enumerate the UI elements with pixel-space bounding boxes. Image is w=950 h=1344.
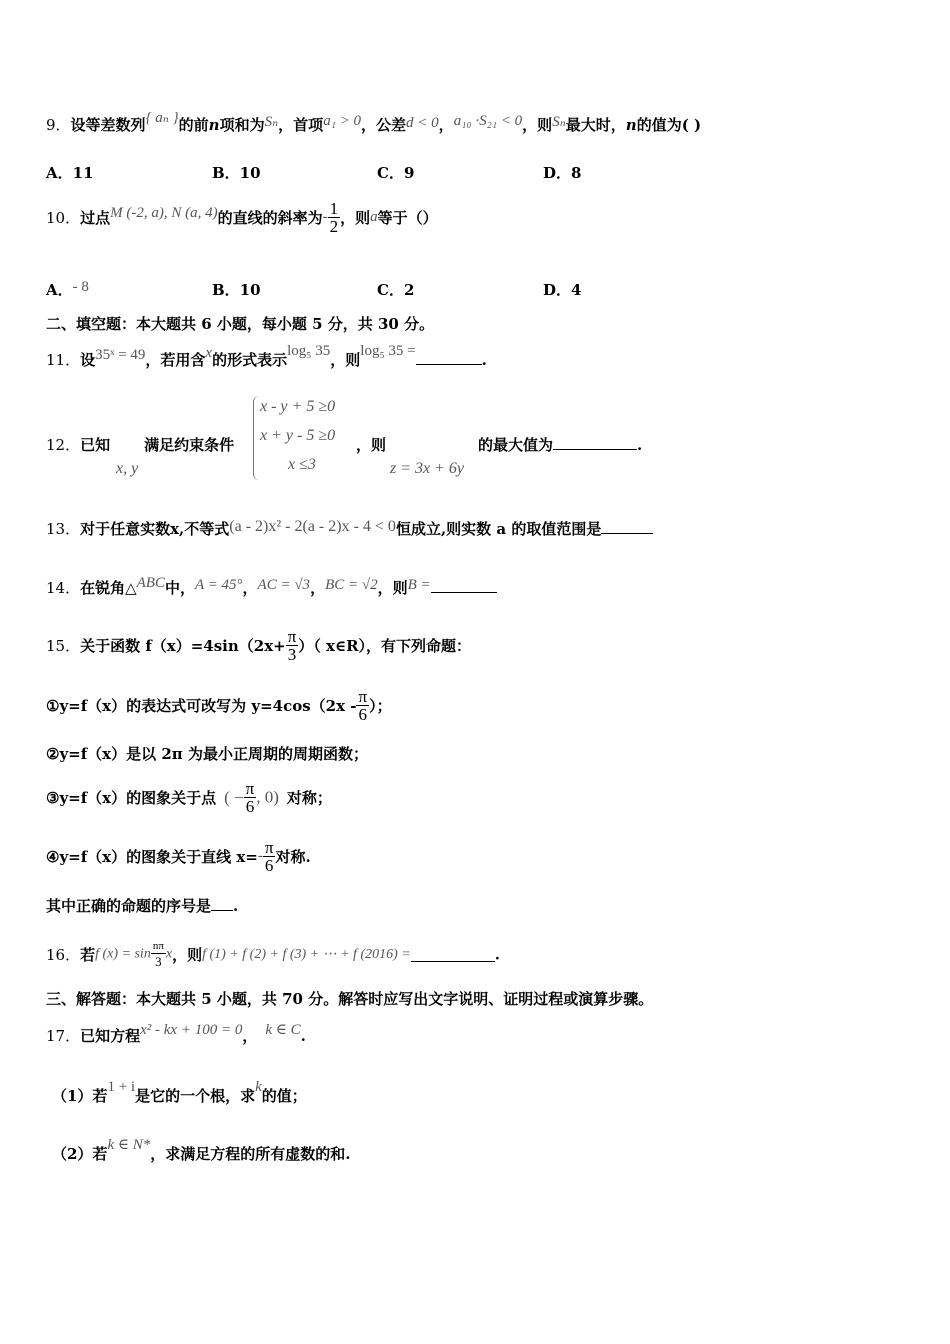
answer-blank[interactable] [431, 578, 497, 593]
question-number: 9． [46, 116, 71, 134]
option-c: C．2 [377, 281, 415, 299]
option-a: A．- 8 [46, 279, 89, 299]
question-14: 14．在锐角△ABC中，A = 45°，AC = √3，BC = √2，则B = [46, 577, 497, 598]
section-heading: 二、填空题：本大题共 6 小题，每小题 5 分，共 30 分。 [46, 315, 435, 333]
answer-blank[interactable] [211, 896, 233, 911]
option-b: B．10 [212, 164, 261, 182]
answer-blank[interactable] [416, 350, 482, 365]
math-points: M (-2, a), N (a, 4) [110, 205, 218, 221]
question-15: 15．关于函数 f（x）=4sin（2x+ $\frac{\pi}{3}$ ）（ x∈R），有下列命题： [46, 627, 472, 664]
question-15-ask: 其中正确的命题的序号是 . [46, 897, 239, 915]
question-9: 9．设等差数列{ aₙ }的前n项和为Sₙ，首项a₁ > 0，公差d < 0，a₁₀ ·S₂₁ < 0，则Sₙ最大时，n的值为( ) [46, 110, 702, 134]
math-sn: Sₙ [552, 114, 566, 130]
question-17-part-1: （1）若1 + i是它的一个根，求k的值； [52, 1079, 307, 1105]
answer-blank[interactable] [411, 947, 495, 962]
option-c: C．9 [377, 164, 415, 182]
math-condition: a₁₀ ·S₂₁ < 0 [453, 113, 523, 129]
answer-blank[interactable] [553, 435, 637, 450]
math-sn: Sₙ [264, 114, 279, 130]
question-12: 12．已知 满足约束条件 [46, 436, 235, 454]
math-log: log₅ 35 [287, 343, 331, 359]
question-17-part-2: （2）若k ∈ N*，求满足方程的所有虚数的和. [52, 1137, 351, 1163]
proposition-4: ④y=f（x）的图象关于直线 x=- $\frac{\pi}{6}$ 对称. [46, 838, 311, 875]
math-equation: x² - kx + 100 = 0 [140, 1022, 243, 1038]
option-a: A．11 [46, 164, 94, 182]
question-16: 16．若f (x) = sin $\frac{n\pi}{3}$ x，则f (1) + f (2) + f (3) + ⋯ + f (2016) = . [46, 940, 500, 969]
question-10: 10．过点M (-2, a), N (a, 4)的直线的斜率为- $\frac{1}{2}$ ，则a等于（） [46, 199, 438, 236]
math-sequence: { aₙ } [145, 110, 179, 126]
answer-blank[interactable] [601, 519, 653, 534]
option-d: D．8 [543, 164, 582, 182]
option-b: B．10 [212, 281, 261, 299]
math-sum: f (1) + f (2) + f (3) + ⋯ + f (2016) = [202, 947, 411, 962]
variables: x, y [116, 460, 139, 477]
math-inequality: (a - 2)x² - 2(a - 2)x - 4 < 0 [229, 518, 396, 535]
fraction-pi-3: $\frac{\pi}{3}$ [287, 627, 297, 664]
constraint: x + y - 5 ≥0 [260, 427, 336, 444]
question-17: 17．已知方程x² - kx + 100 = 0， k ∈ C. [46, 1022, 306, 1045]
math-log: log₅ 35 = [360, 343, 416, 359]
math-a1: a₁ > 0 [323, 113, 362, 129]
section-heading: 三、解答题：本大题共 5 小题，共 70 分。解答时应写出文字说明、证明过程或演算步骤。 [46, 990, 654, 1008]
proposition-3: ③y=f（x）的图象关于点 ( − $\frac{\pi}{6}$ , 0) 对称； [46, 779, 332, 816]
fraction-slope: $\frac{1}{2}$ [329, 199, 339, 236]
proposition-1: ①y=f（x）的表达式可改写为 y=4cos（2x - $\frac{\pi}{6}$ ）； [46, 687, 392, 724]
option-d: D．4 [543, 281, 582, 299]
constraint: x - y + 5 ≥0 [260, 398, 336, 415]
constraint: x ≤3 [288, 456, 316, 473]
proposition-2: ②y=f（x）是以 2π 为最小正周期的周期函数； [46, 745, 368, 763]
question-13: 13．对于任意实数x,不等式(a - 2)x² - 2(a - 2)x - 4 < 0恒成立,则实数 a 的取值范围是 [46, 518, 653, 539]
math-d: d < 0 [406, 115, 439, 131]
math-expression: 35ˣ = 49 [95, 347, 146, 363]
question-11: 11．设35ˣ = 49，若用含x的形式表示log₅ 35，则log₅ 35 = . [46, 343, 487, 369]
fraction-pi-6: $\frac{\pi}{6}$ [358, 687, 368, 724]
fraction-pi-6: $\frac{\pi}{6}$ [245, 779, 255, 816]
fraction-npi-3: $\frac{n\pi}{3}$ [152, 940, 164, 969]
objective: z = 3x + 6y [390, 460, 465, 477]
fraction-pi-6: $\frac{\pi}{6}$ [264, 838, 274, 875]
